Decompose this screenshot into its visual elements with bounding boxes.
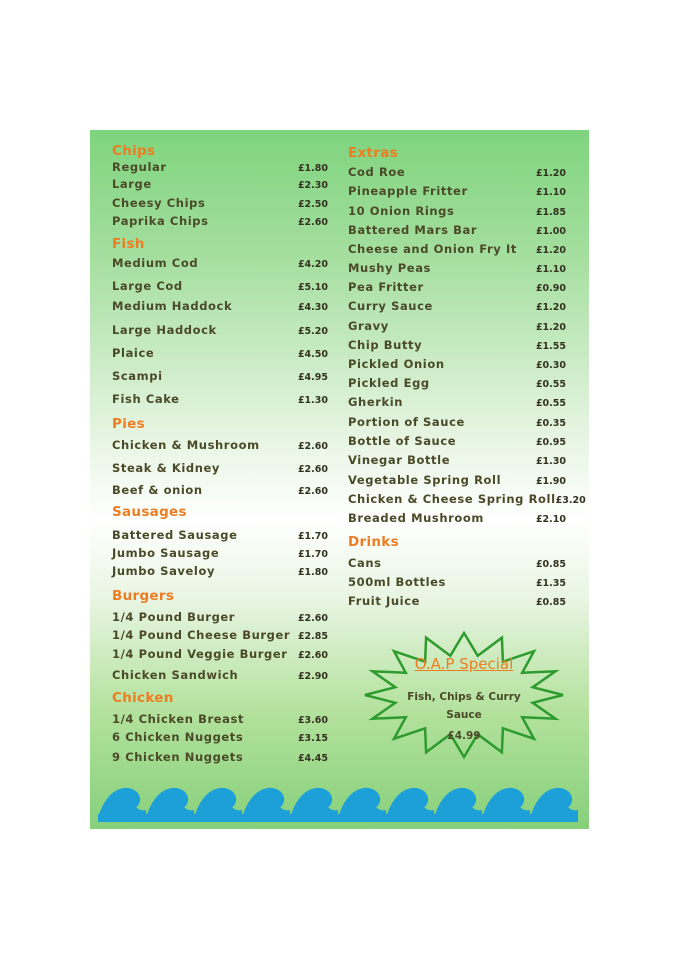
- menu-item: [348, 242, 566, 256]
- menu-item: [348, 492, 586, 506]
- menu-item-price: £0.85: [535, 597, 566, 608]
- special-description: Fish, Chips & Curry Sauce: [407, 691, 521, 721]
- menu-item-name: Pineapple Fritter: [348, 184, 468, 198]
- menu-item: [112, 369, 328, 383]
- menu-item: [348, 184, 566, 198]
- menu-item: [112, 438, 328, 452]
- menu-item: [112, 299, 328, 313]
- menu-item: [112, 564, 328, 578]
- section-title-chicken: Chicken: [112, 690, 174, 706]
- menu-item-price: £0.30: [535, 360, 566, 371]
- menu-item: [348, 575, 566, 589]
- menu-item: [112, 323, 328, 337]
- menu-item: [348, 280, 566, 294]
- menu-item-price: £0.95: [535, 437, 566, 448]
- menu-item-name: Cheesy Chips: [112, 196, 206, 210]
- menu-item: [348, 415, 566, 429]
- menu-item: [348, 357, 566, 371]
- menu-item-price: £1.80: [297, 567, 328, 578]
- menu-item-price: £1.20: [535, 245, 566, 256]
- menu-item-name: Pickled Onion: [348, 357, 445, 371]
- menu-item: [112, 196, 328, 210]
- menu-item: [112, 750, 328, 764]
- menu-item-name: Medium Cod: [112, 256, 199, 270]
- menu-item-name: Curry Sauce: [348, 299, 433, 313]
- menu-item-name: 1/4 Chicken Breast: [112, 712, 245, 726]
- menu-item-price: £2.60: [297, 486, 328, 497]
- menu-item: [112, 392, 328, 406]
- menu-item-price: £4.30: [297, 302, 328, 313]
- menu-item: [112, 160, 328, 174]
- menu-item: [348, 453, 566, 467]
- menu-item-name: Battered Sausage: [112, 528, 238, 542]
- menu-item-price: £3.15: [297, 733, 328, 744]
- menu-item: [348, 223, 566, 237]
- menu-item-price: £2.90: [297, 671, 328, 682]
- menu-item-name: Vegetable Spring Roll: [348, 473, 502, 487]
- menu-item: [112, 483, 328, 497]
- menu-item-name: 6 Chicken Nuggets: [112, 730, 244, 744]
- menu-item-name: Plaice: [112, 346, 155, 360]
- menu-item-price: £2.50: [297, 199, 328, 210]
- special-price: £4.99: [447, 730, 481, 742]
- menu-item-name: Chicken & Cheese Spring Roll: [348, 492, 556, 506]
- menu-item-name: Scampi: [112, 369, 163, 383]
- menu-item: [348, 299, 566, 313]
- menu-item: [348, 261, 566, 275]
- section-title-sausages: Sausages: [112, 504, 187, 520]
- menu-item-price: £1.90: [535, 476, 566, 487]
- menu-item: [348, 319, 566, 333]
- menu-item: [112, 528, 328, 542]
- menu-item-name: Gherkin: [348, 395, 404, 409]
- menu-item-price: £2.30: [297, 180, 328, 191]
- menu-item-name: Large Cod: [112, 279, 183, 293]
- menu-item-name: Chicken & Mushroom: [112, 438, 260, 452]
- menu-item-name: Fish Cake: [112, 392, 180, 406]
- menu-item-name: Bottle of Sauce: [348, 434, 457, 448]
- menu-item: [112, 647, 328, 661]
- menu-item-name: Mushy Peas: [348, 261, 431, 275]
- menu-item-name: Gravy: [348, 319, 389, 333]
- menu-item-name: Cans: [348, 556, 382, 570]
- menu-item: [348, 165, 566, 179]
- menu-item-name: Breaded Mushroom: [348, 511, 484, 525]
- menu-item: [348, 473, 566, 487]
- menu-item: [112, 279, 328, 293]
- menu-item-name: Regular: [112, 160, 167, 174]
- menu-item-name: Pickled Egg: [348, 376, 430, 390]
- menu-item-price: £2.60: [297, 217, 328, 228]
- menu-item-price: £1.30: [535, 456, 566, 467]
- menu-item-name: 1/4 Pound Burger: [112, 610, 236, 624]
- menu-item-price: £0.35: [535, 418, 566, 429]
- menu-item-name: 1/4 Pound Veggie Burger: [112, 647, 288, 661]
- menu-item-name: Large: [112, 177, 152, 191]
- menu-item-name: Paprika Chips: [112, 214, 209, 228]
- menu-item-price: £2.60: [297, 464, 328, 475]
- menu-item-price: £5.10: [297, 282, 328, 293]
- menu-item: [112, 628, 328, 642]
- menu-item-price: £0.85: [535, 559, 566, 570]
- menu-item-price: £1.10: [535, 264, 566, 275]
- menu-item-price: £2.10: [535, 514, 566, 525]
- section-title-extras: Extras: [348, 145, 398, 161]
- menu-item-name: Fruit Juice: [348, 594, 421, 608]
- special-title: O.A.P Special: [414, 655, 514, 673]
- menu-item: [112, 346, 328, 360]
- menu-item-price: £1.35: [535, 578, 566, 589]
- menu-item-name: Jumbo Saveloy: [112, 564, 216, 578]
- menu-item-price: £2.60: [297, 650, 328, 661]
- menu-item: [348, 511, 566, 525]
- menu-item-price: £1.20: [535, 168, 566, 179]
- menu-item-name: Cheese and Onion Fry It: [348, 242, 517, 256]
- menu-item-price: £0.55: [535, 398, 566, 409]
- menu-item-price: £5.20: [297, 326, 328, 337]
- menu-item: [112, 730, 328, 744]
- menu-item: [112, 177, 328, 191]
- menu-item-name: Chip Butty: [348, 338, 423, 352]
- menu-item-name: Battered Mars Bar: [348, 223, 478, 237]
- section-title-drinks: Drinks: [348, 534, 399, 550]
- menu-item-price: £1.20: [535, 322, 566, 333]
- menu-item-name: Medium Haddock: [112, 299, 233, 313]
- section-title-burgers: Burgers: [112, 588, 175, 604]
- section-title-chips: Chips: [112, 143, 156, 159]
- menu-item: [348, 376, 566, 390]
- menu-item: [348, 395, 566, 409]
- menu-item-name: Beef & onion: [112, 483, 203, 497]
- menu-item: [112, 256, 328, 270]
- menu-item-name: Cod Roe: [348, 165, 406, 179]
- menu-item-price: £1.80: [297, 163, 328, 174]
- menu-item-price: £3.20: [555, 495, 586, 506]
- menu-item-price: £4.45: [297, 753, 328, 764]
- oap-special-badge: [362, 630, 566, 760]
- menu-item-name: 10 Onion Rings: [348, 204, 455, 218]
- menu-item-price: £2.60: [297, 613, 328, 624]
- menu-item-price: £0.55: [535, 379, 566, 390]
- menu-item: [348, 338, 566, 352]
- section-title-pies: Pies: [112, 416, 145, 432]
- menu-item-name: Steak & Kidney: [112, 461, 220, 475]
- menu-item: [348, 434, 566, 448]
- menu-item-price: £1.70: [297, 531, 328, 542]
- menu-item: [112, 712, 328, 726]
- menu-board: [90, 130, 589, 829]
- menu-item-price: £3.60: [297, 715, 328, 726]
- menu-item: [112, 668, 328, 682]
- menu-item: [112, 610, 328, 624]
- menu-item-name: 500ml Bottles: [348, 575, 446, 589]
- menu-item-name: Large Haddock: [112, 323, 217, 337]
- menu-item: [112, 214, 328, 228]
- menu-item: [348, 556, 566, 570]
- menu-item-name: Vinegar Bottle: [348, 453, 451, 467]
- menu-item-price: £1.00: [535, 226, 566, 237]
- menu-item-price: £1.20: [535, 302, 566, 313]
- menu-item-price: £4.20: [297, 259, 328, 270]
- waves-decoration-icon: [98, 780, 578, 822]
- menu-item-price: £4.50: [297, 349, 328, 360]
- menu-item-name: 9 Chicken Nuggets: [112, 750, 244, 764]
- menu-item-name: Portion of Sauce: [348, 415, 465, 429]
- menu-item-price: £2.60: [297, 441, 328, 452]
- menu-item: [348, 594, 566, 608]
- menu-item: [348, 204, 566, 218]
- menu-item-price: £1.10: [535, 187, 566, 198]
- menu-item-price: £2.85: [297, 631, 328, 642]
- section-title-fish: Fish: [112, 236, 145, 252]
- menu-item-price: £4.95: [297, 372, 328, 383]
- menu-item-price: £1.85: [535, 207, 566, 218]
- menu-item-price: £0.90: [535, 283, 566, 294]
- menu-item-price: £1.70: [297, 549, 328, 560]
- menu-item-name: Jumbo Sausage: [112, 546, 220, 560]
- menu-item: [112, 546, 328, 560]
- wave-base: [98, 814, 578, 822]
- menu-item: [112, 461, 328, 475]
- menu-item-name: 1/4 Pound Cheese Burger: [112, 628, 291, 642]
- menu-item-name: Chicken Sandwich: [112, 668, 239, 682]
- menu-item-price: £1.55: [535, 341, 566, 352]
- menu-item-price: £1.30: [297, 395, 328, 406]
- menu-item-name: Pea Fritter: [348, 280, 424, 294]
